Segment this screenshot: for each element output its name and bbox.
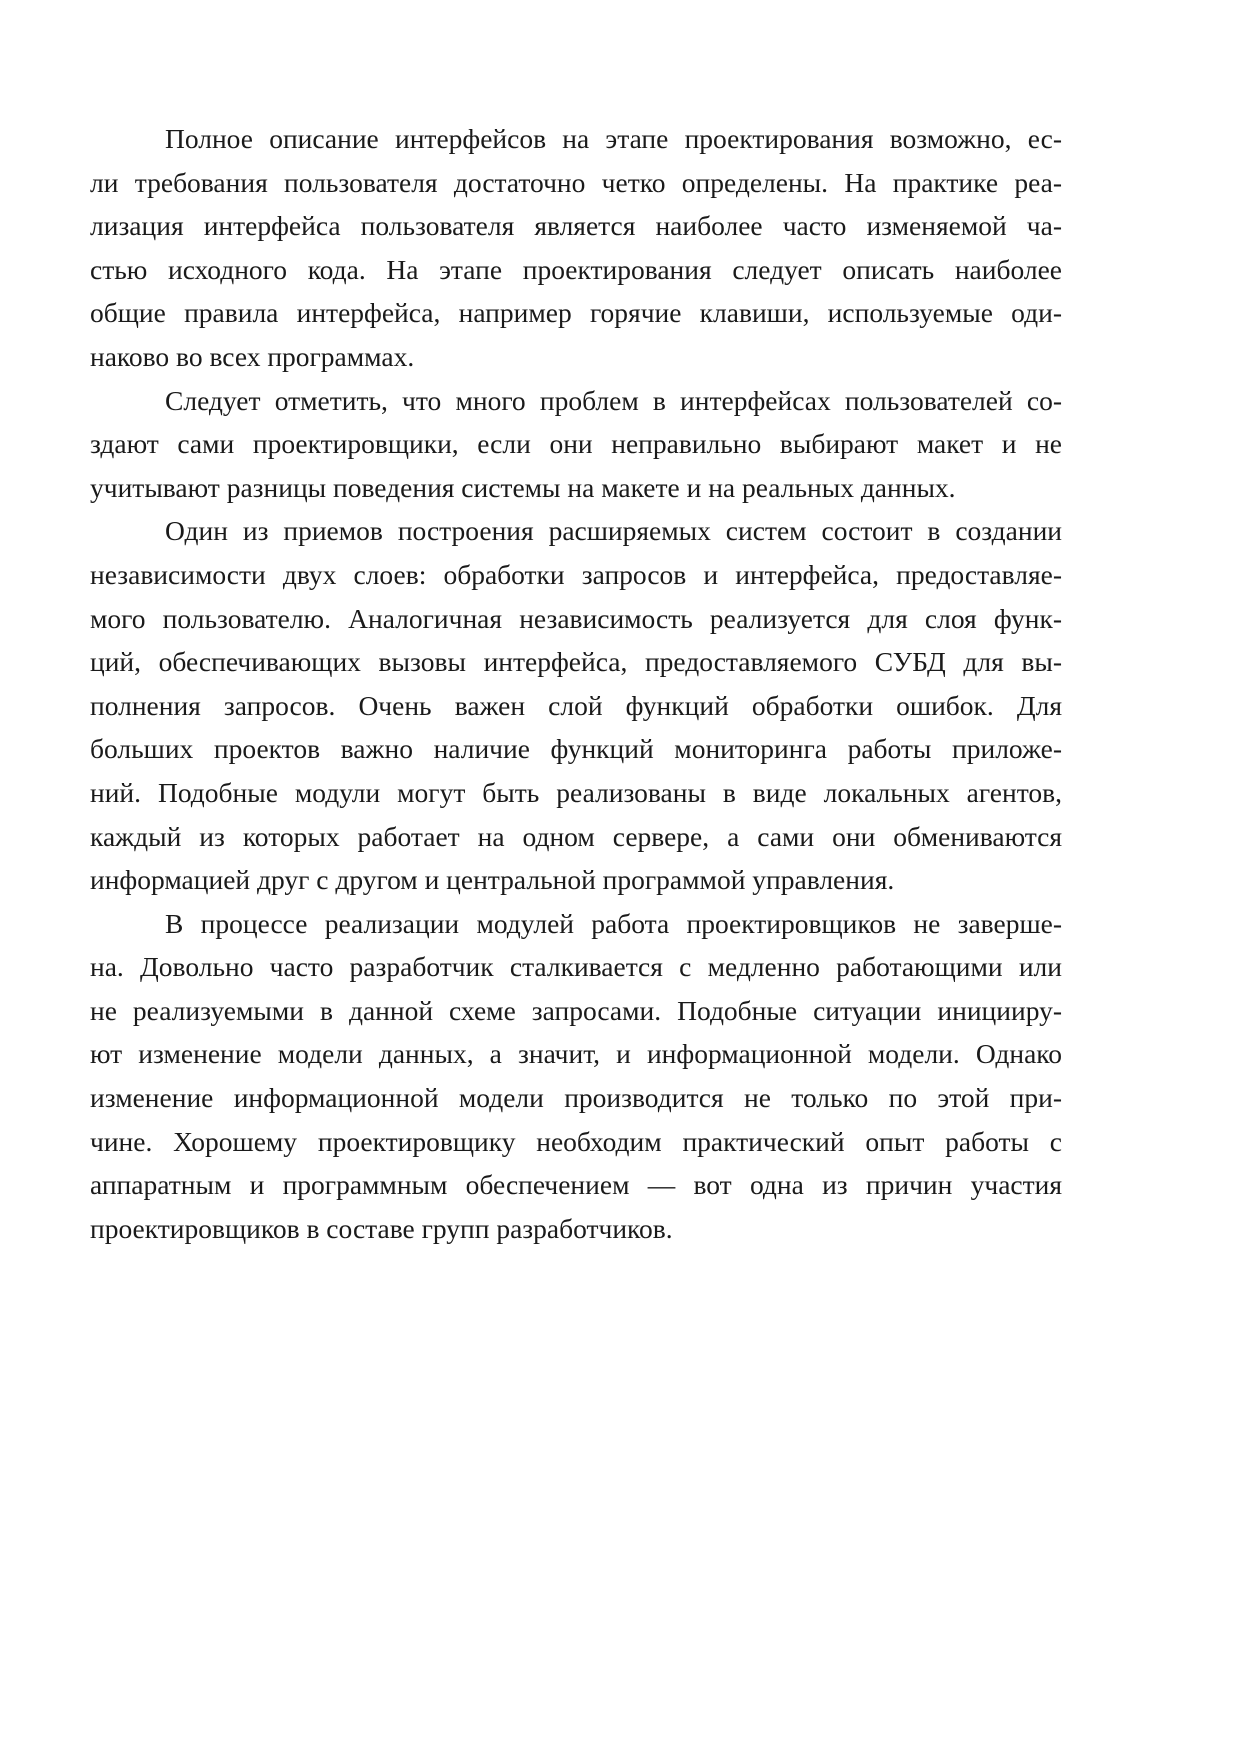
text-line: независимости двух слоев: обработки запросов и интерфейса, предоставляе- (90, 558, 1062, 590)
text-line: стью исходного кода. На этапе проектирования следует описать наиболее (90, 253, 1062, 285)
text-line: не реализуемыми в данной схеме запросами. Подобные ситуации иницииру- (90, 994, 1062, 1026)
text-line: Один из приемов построения расширяемых систем состоит в создании (165, 515, 1062, 547)
text-line: Полное описание интерфейсов на этапе проектирования возможно, ес- (165, 123, 1062, 154)
text-line: наково во всех программах. (90, 340, 415, 372)
paragraph-4 (90, 902, 1062, 1251)
text-line: каждый из которых работает на одном сервере, а сами они обмениваются (90, 820, 1062, 852)
text-line: на. Довольно часто разработчик сталкивается с медленно работающими или (90, 951, 1062, 983)
text-line: аппаратным и программным обеспечением — вот одна из причин участия (90, 1169, 1062, 1201)
text-line: ли требования пользователя достаточно четко определены. На практике реа- (90, 166, 1062, 198)
text-line: учитывают разницы поведения системы на макете и на реальных данных. (90, 471, 956, 503)
text-line: информацией друг с другом и центральной программой управления. (90, 864, 895, 896)
text-line: чине. Хорошему проектировщику необходим практический опыт работы с (90, 1125, 1062, 1157)
text-line: ют изменение модели данных, а значит, и информационной модели. Однако (90, 1038, 1062, 1070)
text-line: Следует отметить, что много проблем в интерфейсах пользователей со- (165, 384, 1062, 416)
text-line: ний. Подобные модули могут быть реализованы в виде локальных агентов, (90, 776, 1062, 808)
text-line: общие правила интерфейса, например горячие клавиши, используемые оди- (90, 297, 1062, 329)
text-line: В процессе реализации модулей работа проектировщиков не заверше- (165, 907, 1062, 939)
text-line: мого пользователю. Аналогичная независимость реализуется для слоя функ- (90, 602, 1062, 634)
text-line: ций, обеспечивающих вызовы интерфейса, предоставляемого СУБД для вы- (90, 646, 1062, 678)
paragraph-3 (90, 509, 1062, 901)
text-line: здают сами проектировщики, если они неправильно выбирают макет и не (90, 428, 1062, 460)
text-line: лизация интерфейса пользователя является наиболее часто изменяемой ча- (90, 210, 1062, 242)
text-line: изменение информационной модели производится не только по этой при- (90, 1082, 1062, 1114)
paragraph-1 (90, 117, 1062, 379)
text-line: больших проектов важно наличие функций мониторинга работы приложе- (90, 733, 1062, 765)
text-line: полнения запросов. Очень важен слой функций обработки ошибок. Для (90, 689, 1062, 721)
body-text (90, 117, 1062, 1250)
paragraph-2 (90, 379, 1062, 510)
text-line: проектировщиков в составе групп разработчиков. (90, 1212, 673, 1244)
